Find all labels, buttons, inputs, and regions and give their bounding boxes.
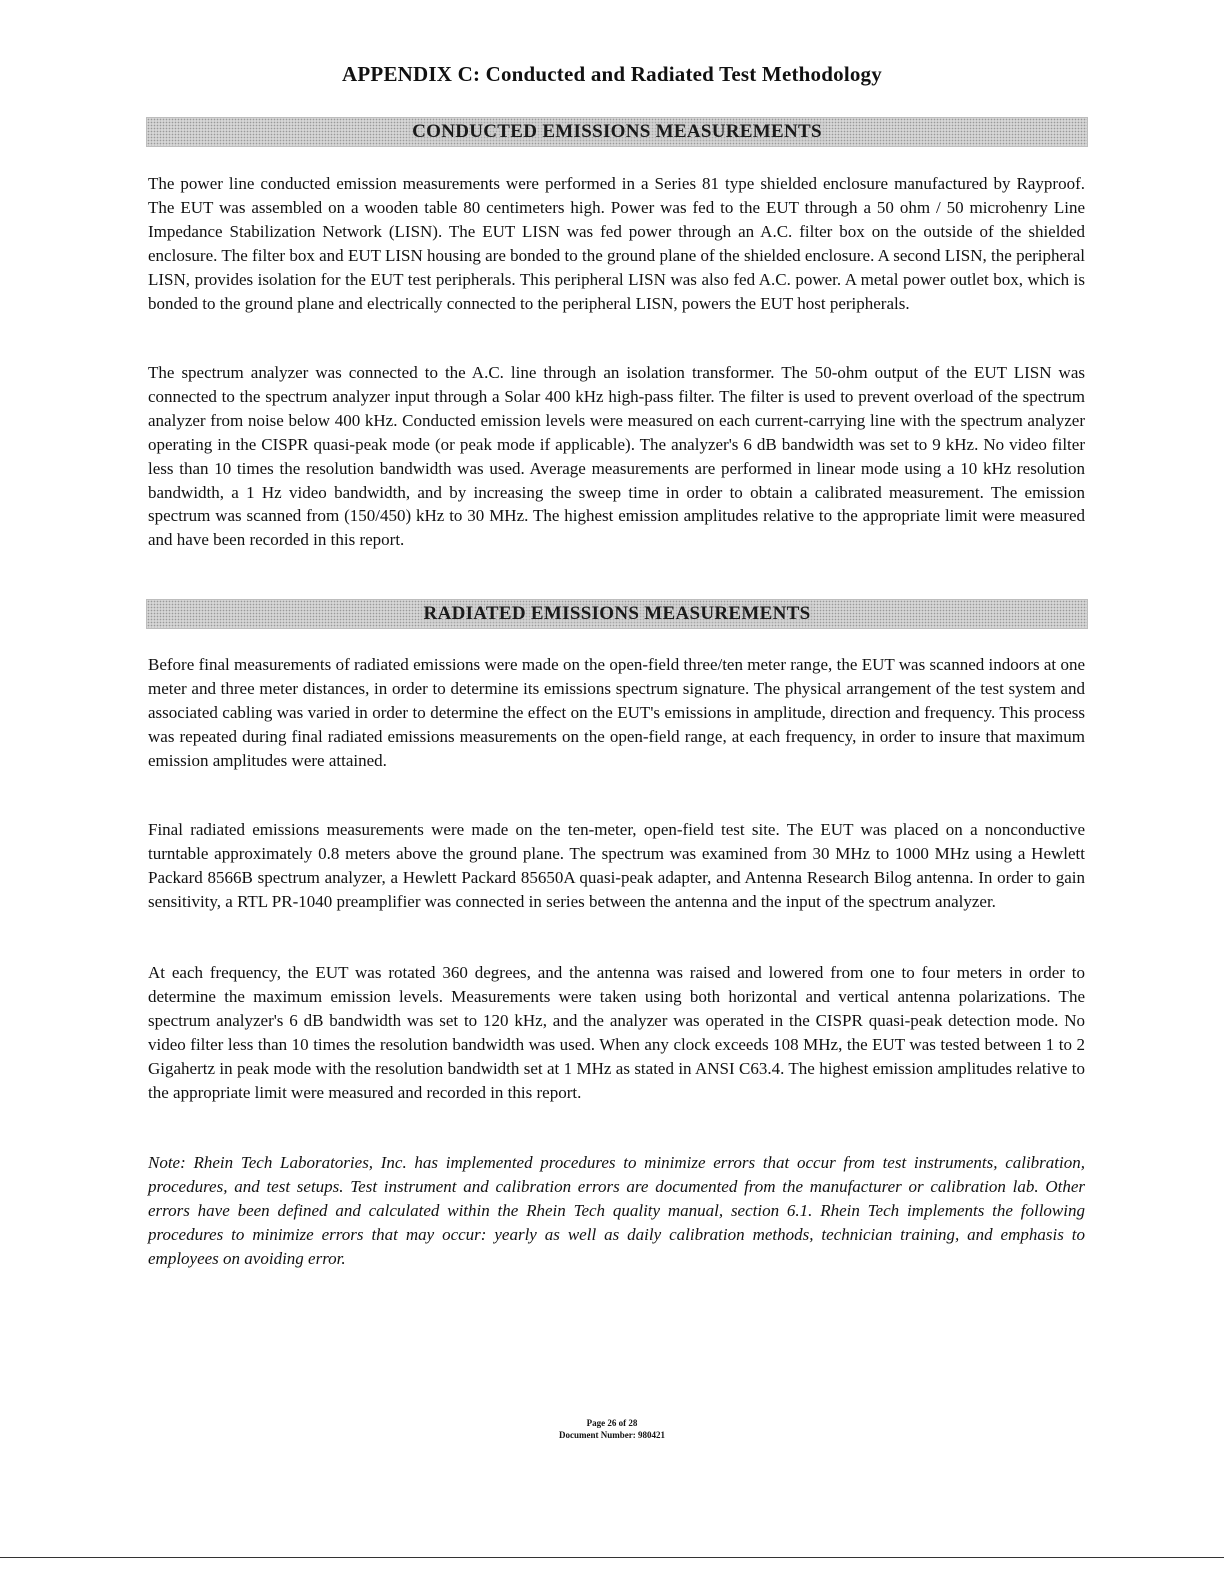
conducted-emissions-heading-text: CONDUCTED EMISSIONS MEASUREMENTS [408, 121, 826, 142]
page-title: APPENDIX C: Conducted and Radiated Test Methodology [342, 62, 882, 86]
conducted-paragraph-1: The power line conducted emission measurements were performed in a Series 81 type shielded enclosure manufactured by Rayproof. The EUT was assembled on a wooden table 80 centimeters high. Power was fed to the EUT through a 50 ohm / 50 microhenry Line Impedance Stabilization Network (LISN). The EUT LISN was fed power through an A.C. filter box on the outside of the shielded enclosure. The filter box and EUT LISN housing are bonded to the ground plane of the shielded enclosure. A second LISN, the peripheral LISN, provides isolation for the EUT test peripherals. This peripheral LISN was also fed A.C. power. A metal power outlet box, which is bonded to the ground plane and electrically connected to the peripheral LISN, powers the EUT host peripherals. [148, 174, 1085, 313]
conducted-paragraph-2: The spectrum analyzer was connected to the A.C. line through an isolation transformer. The 50-ohm output of the EUT LISN was connected to the spectrum analyzer input through a Solar 400 kHz high-pass filter. The filter is used to prevent overload of the spectrum analyzer from noise below 400 kHz. Conducted emission levels were measured on each current-carrying line with the spectrum analyzer operating in the CISPR quasi-peak mode (or peak mode if applicable). The analyzer's 6 dB bandwidth was set to 9 kHz. No video filter less than 10 times the resolution bandwidth was used. Average measurements are performed in linear mode using a 10 kHz resolution bandwidth, a 1 Hz video bandwidth, and by increasing the sweep time in order to obtain a calibrated measurement. The emission spectrum was scanned from (150/450) kHz to 30 MHz. The highest emission amplitudes relative to the appropriate limit were measured and have been recorded in this report. [148, 363, 1085, 550]
note-paragraph: Note: Rhein Tech Laboratories, Inc. has implemented procedures to minimize errors that occur from test instruments, calibration, procedures, and test setups. Test instrument and calibration errors are documented from the manufacturer or calibration lab. Other errors have been defined and calculated within the Rhein Tech quality manual, section 6.1. Rhein Tech implements the following procedures to minimize errors that may occur: yearly as well as daily calibration methods, technician training, and emphasis to employees on avoiding error. [148, 1153, 1085, 1268]
radiated-paragraph-1: Before final measurements of radiated emissions were made on the open-field three/ten meter range, the EUT was scanned indoors at one meter and three meter distances, in order to determine its emissions spectrum signature. The physical arrangement of the test system and associated cabling was varied in order to determine the effect on the EUT's emissions in amplitude, direction and frequency. This process was repeated during final radiated emissions measurements on the open-field range, at each frequency, in order to insure that maximum emission amplitudes were attained. [148, 655, 1085, 770]
page-footer [0, 1417, 1224, 1441]
page-number: Page 26 of 28 [586, 1418, 638, 1428]
conducted-emissions-heading [146, 117, 1088, 147]
document-number: Document Number: 980421 [559, 1430, 665, 1440]
radiated-paragraph-3: At each frequency, the EUT was rotated 360 degrees, and the antenna was raised and lowered from one to four meters in order to determine the maximum emission levels. Measurements were taken using both horizontal and vertical antenna polarizations. The spectrum analyzer's 6 dB bandwidth was set to 120 kHz, and the analyzer was operated in the CISPR quasi-peak detection mode. No video filter less than 10 times the resolution bandwidth was used. When any clock exceeds 108 MHz, the EUT was tested between 1 to 2 Gigahertz in peak mode with the resolution bandwidth set at 1 MHz as stated in ANSI C63.4. The highest emission amplitudes relative to the appropriate limit were measured and recorded in this report. [148, 963, 1085, 1102]
radiated-paragraph-2: Final radiated emissions measurements were made on the ten-meter, open-field test site. The EUT was placed on a nonconductive turntable approximately 0.8 meters above the ground plane. The spectrum was examined from 30 MHz to 1000 MHz using a Hewlett Packard 8566B spectrum analyzer, a Hewlett Packard 85650A quasi-peak adapter, and Antenna Research Bilog antenna. In order to gain sensitivity, a RTL PR-1040 preamplifier was connected in series between the antenna and the input of the spectrum analyzer. [148, 820, 1085, 911]
radiated-emissions-heading-text: RADIATED EMISSIONS MEASUREMENTS [420, 603, 815, 624]
bottom-rule [0, 1557, 1224, 1558]
radiated-emissions-heading [146, 599, 1088, 629]
